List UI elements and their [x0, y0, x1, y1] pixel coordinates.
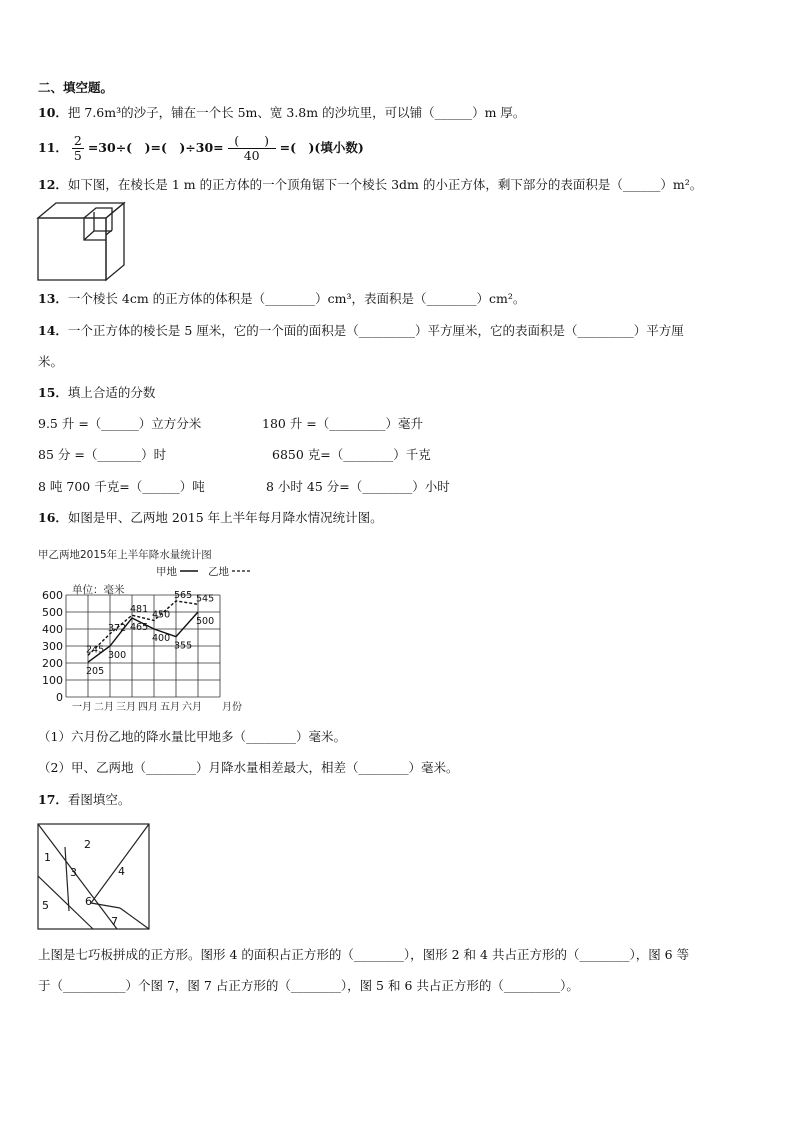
question-number: 13． [38, 291, 68, 306]
x-tick-label: 六月 [182, 702, 202, 713]
data-label: 372 [108, 622, 127, 634]
question-14-continued: 米。 [38, 354, 64, 369]
cube-figure [36, 200, 126, 284]
unit-label: 单位：毫米 [72, 584, 125, 596]
question-number: 15． [38, 385, 68, 400]
legend-b-label: 乙地 [208, 566, 229, 578]
section-title: 二、填空题。 [38, 80, 114, 95]
conversion-row [38, 416, 424, 432]
x-axis-ticks [72, 701, 202, 713]
question-number: 14． [38, 323, 68, 338]
question-11 [38, 131, 364, 165]
data-label: 300 [108, 650, 127, 661]
question-text: 一个正方体的棱长是 5 厘米，它的一个面的面积是（_________）平方厘米，它的表面积是（_________）平方厘 [67, 323, 684, 338]
y-tick-label: 400 [42, 623, 63, 636]
question-17-text2: 于（__________）个图 7，图 7 占正方形的（________），图 5 和 6 共占正方形的（_________）。 [38, 978, 579, 993]
cube-top-face [38, 203, 124, 218]
y-tick-label: 200 [42, 657, 63, 670]
data-labels [86, 590, 214, 677]
fraction-two-fifths: $\frac{2}{5}$ [73, 133, 82, 163]
question-title: 看图填空。 [67, 792, 131, 807]
question-text: 如图是甲、乙两地 2015 年上半年每月降水情况统计图。 [67, 510, 383, 525]
piece-label-4: 4 [118, 865, 125, 878]
x-tick-label: 一月 [72, 702, 92, 713]
y-tick-label: 500 [42, 606, 63, 619]
cube-front-face [38, 218, 106, 280]
legend-a-label: 甲地 [156, 566, 177, 578]
question-12 [38, 177, 702, 193]
conversion-left: 85 分 =（_______）时 [38, 447, 167, 462]
question-text: 如下图，在棱长是 1 m 的正方体的一个顶角锯下一个棱长 3dm 的小正方体，剩下部分的表面积是（______）m²。 [67, 177, 703, 192]
conversion-right: 180 升 =（_________）毫升 [262, 416, 424, 431]
question-14 [38, 323, 684, 339]
y-tick-label: 0 [56, 691, 63, 704]
x-tick-label: 五月 [160, 702, 180, 713]
data-label: 465 [130, 621, 149, 633]
question-16 [38, 510, 383, 526]
equation-middle: =30÷( )=( )÷30= [87, 140, 224, 155]
conversion-row [38, 447, 431, 463]
question-number: 11． [38, 140, 68, 155]
question-10 [38, 105, 525, 121]
rainfall-line-chart [30, 540, 260, 715]
question-number: 10． [38, 105, 68, 120]
question-17 [38, 792, 130, 808]
piece-label-6: 6 [85, 895, 92, 908]
question-title: 填上合适的分数 [67, 385, 156, 400]
question-number: 17． [38, 792, 68, 807]
question-text: 把 7.6m³的沙子，铺在一个长 5m、宽 3.8m 的沙坑里，可以铺（______）m 厚。 [67, 105, 526, 120]
conversion-left: 9.5 升 =（______）立方分米 [38, 416, 202, 431]
data-label: 245 [86, 644, 105, 656]
question-13 [38, 291, 525, 307]
piece-label-1: 1 [44, 851, 51, 864]
x-axis-suffix: 月份 [222, 702, 242, 713]
data-label: 400 [152, 633, 171, 644]
data-label: 565 [174, 589, 193, 601]
piece-label-3: 3 [70, 866, 77, 879]
question-16-sub1: （1）六月份乙地的降水量比甲地多（________）毫米。 [38, 729, 346, 744]
data-label: 355 [174, 640, 193, 652]
y-tick-label: 600 [42, 589, 63, 602]
data-label: 500 [196, 616, 215, 627]
piece-label-7: 7 [111, 915, 118, 928]
data-label: 545 [196, 593, 215, 605]
fraction-over-40: $\frac{( )}{40}$ [228, 134, 276, 163]
question-17-text1: 上图是七巧板拼成的正方形。图形 4 的面积占正方形的（________），图形 2 和 4 共占正方形的（________），图 6 等 [38, 947, 690, 962]
data-label: 205 [86, 666, 105, 678]
y-tick-label: 300 [42, 640, 63, 653]
question-number: 12． [38, 177, 68, 192]
conversion-right: 8 小时 45 分=（________）小时 [266, 479, 450, 494]
question-text: 一个棱长 4cm 的正方体的体积是（________）cm³，表面积是（________）cm²。 [67, 291, 526, 306]
equation-tail: =( )(填小数) [279, 140, 364, 155]
conversion-row [38, 479, 450, 495]
data-label: 481 [130, 604, 149, 616]
data-label: 450 [152, 609, 171, 621]
chart-title: 甲乙两地2015年上半年降水量统计图 [38, 549, 212, 561]
x-tick-label: 三月 [116, 702, 136, 713]
question-16-sub2: （2）甲、乙两地（________）月降水量相差最大，相差（________）毫米。 [38, 760, 459, 775]
tangram-figure [37, 823, 151, 931]
x-tick-label: 二月 [94, 702, 114, 713]
y-axis-ticks [42, 589, 63, 704]
y-tick-label: 100 [42, 674, 63, 687]
tangram-square [38, 824, 149, 929]
x-tick-label: 四月 [138, 702, 158, 713]
piece-label-5: 5 [42, 899, 49, 912]
conversion-left: 8 吨 700 千克=（______）吨 [38, 479, 205, 494]
piece-label-2: 2 [84, 838, 91, 851]
cube-side-face [106, 203, 124, 280]
question-number: 16． [38, 510, 68, 525]
conversion-right: 6850 克=（________）千克 [272, 447, 431, 462]
question-15 [38, 385, 155, 401]
